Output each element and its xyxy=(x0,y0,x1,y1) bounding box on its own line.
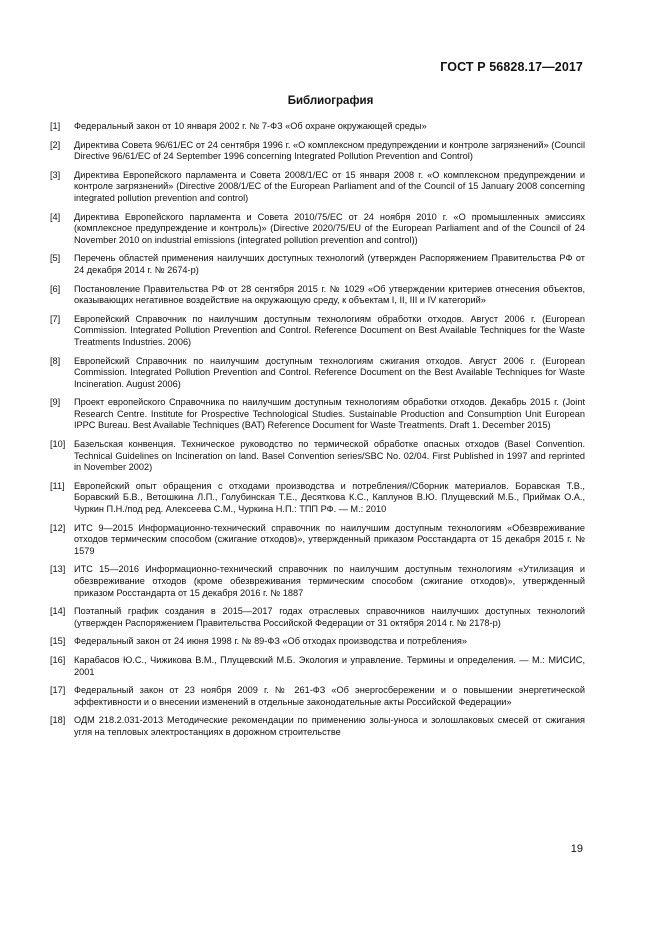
entry-number: [13] xyxy=(50,564,66,575)
bibliography-entry xyxy=(50,655,585,678)
entry-text: Федеральный закон от 24 июня 1998 г. № 89-ФЗ «Об отходах производства и потребления» xyxy=(74,636,467,647)
entry-text: ОДМ 218.2.031-2013 Методические рекомендации по применению золы-уноса и золошлаковых смесей от сжигания угля на тепловых электростанциях в дорожном строительстве xyxy=(74,715,585,737)
entry-number: [4] xyxy=(50,211,61,222)
bibliography-entry xyxy=(50,481,585,516)
bibliography-title: Библиография xyxy=(287,95,374,107)
entry-text: Директива Европейского парламента и Совета 2010/75/ЕС от 24 ноября 2010 г. «О промышленных эмиссиях (комплексное предупреждение и контроль)» (Directive 2020/75/EU of the European Parliament and of the Council of 24 November 2010 on industrial emissions (integrated pollution prevention and control)) xyxy=(74,211,585,245)
bibliography-entry xyxy=(50,685,585,708)
bibliography-entry xyxy=(50,170,585,205)
entry-text: Перечень областей применения наилучших доступных технологий (утвержден Распоряжением Правительства РФ от 24 декабря 2014 г. № 2674-р) xyxy=(74,253,585,275)
bibliography-entry xyxy=(50,715,585,738)
bibliography-entry xyxy=(50,253,585,276)
document-code: ГОСТ Р 56828.17—2017 xyxy=(440,60,583,74)
entry-number: [6] xyxy=(50,283,61,294)
entry-number: [14] xyxy=(50,606,66,617)
page-number: 19 xyxy=(570,843,583,855)
entry-text: ИТС 15—2016 Информационно-технический справочник по наилучшим доступным технологиям «Утилизация и обезвреживание отходов (кроме обезвреживания термическим способом (сжигание отходов)», утвержденный приказом Росстандарта от 15 декабря 2016 г. № 1887 xyxy=(74,564,585,598)
bibliography-entry xyxy=(50,397,585,432)
entry-number: [1] xyxy=(50,121,61,131)
entry-number: [12] xyxy=(50,522,66,533)
bibliography-entry xyxy=(50,439,585,474)
entry-text: Базельская конвенция. Техническое руководство по термической обработке опасных отходов (Basel Convention. Technical Guidelines on Incineration on land. Basel Convention series/SBC No. 02/04. First Published in 1997 and reprinted in November 2002) xyxy=(74,439,585,473)
entry-text: Директива Совета 96/61/ЕС от 24 сентября 1996 г. «О комплексном предупреждении и контроле загрязнений» (Council Directive 96/61/EC of 24 September 1996 concerning Integrated Pollution Prevention and Control) xyxy=(74,139,585,162)
entry-number: [2] xyxy=(50,139,61,150)
entry-text: Карабасов Ю.С., Чижикова В.М., Плущевский М.Б. Экология и управление. Термины и определения. — М.: МИСИС, 2001 xyxy=(74,654,585,677)
bibliography-entry xyxy=(50,212,585,247)
entry-number: [17] xyxy=(50,685,66,696)
entry-number: [18] xyxy=(50,715,66,726)
bibliography-entry xyxy=(50,121,585,133)
entry-number: [7] xyxy=(50,313,61,324)
bibliography-list xyxy=(50,121,585,746)
entry-text: Европейский опыт обращения с отходами производства и потребления//Сборник материалов. Боравская Т.В., Боравский Б.В., Ветошкина Л.П., Голубинская Т.Е., Десяткова К.С., Каплунов В.Ю. Плущевский М.Б., Приймак О.А., Чуркин П.Н./под ред. Алексеева С.М., Чуркина Н.П.: ТПП РФ. — М.: 2010 xyxy=(74,480,585,515)
entry-text: ИТС 9—2015 Информационно-технический справочник по наилучшим доступным технологиям «Обезвреживание отходов термическим способом (сжигание отходов)», утвержденный приказом Росстандарта от 15 декабря 2015 г. № 1579 xyxy=(74,522,585,556)
entry-text: Европейский Справочник по наилучшим доступным технологиям сжигания отходов. Август 2006 г. (European Commission. Integrated Pollution Prevention and Control. Reference Document on the Best Available Techniques for Waste Incineration. August 2006) xyxy=(74,355,585,389)
entry-number: [8] xyxy=(50,355,61,366)
entry-text: Поэтапный график создания в 2015—2017 годах отраслевых справочников наилучших доступных технологий (утвержден Распоряжением Правительства Российской Федерации от 31 октября 2014 г. № 2178-р) xyxy=(74,606,585,628)
entry-text: Проект европейского Справочника по наилучшим доступным технологиям обработки отходов. Декабрь 2015 г. (Joint Research Centre. Institute for Prospective Technological Studies. Sustainable Production and Consumption Unit European IPPC Bureau. Best Available Techniques (BAT) Reference Document for Waste Treatments. Draft 1. December 2015) xyxy=(74,397,585,431)
bibliography-entry xyxy=(50,314,585,349)
entry-text: Постановление Правительства РФ от 28 сентября 2015 г. № 1029 «Об утверждении критериев отнесения объектов, оказывающих негативное воздействие на окружающую среду, к объектам I, II, III и IV категорий» xyxy=(74,283,585,306)
bibliography-entry xyxy=(50,606,585,629)
entry-number: [11] xyxy=(50,480,65,491)
entry-number: [3] xyxy=(50,169,61,180)
entry-number: [10] xyxy=(50,439,66,450)
entry-number: [9] xyxy=(50,397,61,408)
bibliography-entry xyxy=(50,140,585,163)
bibliography-entry xyxy=(50,284,585,307)
entry-number: [16] xyxy=(50,654,66,665)
entry-text: Федеральный закон от 23 ноября 2009 г. № 261-ФЗ «Об энергосбережении и о повышении энергетической эффективности и о внесении изменений в отдельные законодательные акты Российской Федерации» xyxy=(74,685,585,707)
entry-number: [5] xyxy=(50,253,61,264)
bibliography-entry xyxy=(50,356,585,391)
bibliography-entry xyxy=(50,564,585,599)
entry-number: [15] xyxy=(50,636,66,647)
entry-text: Федеральный закон от 10 января 2002 г. № 7-ФЗ «Об охране окружающей среды» xyxy=(74,121,427,131)
entry-text: Европейский Справочник по наилучшим доступным технологиям обработки отходов. Август 2006 г. (European Commission. Integrated Pollution Prevention and Control. Reference Document on Best Available Techniques for the Waste Treatments Industries. 2006) xyxy=(74,313,585,347)
entry-text: Директива Европейского парламента и Совета 2008/1/ЕС от 15 января 2008 г. «О комплексном предупреждении и контроле загрязнений» (Directive 2008/1/EC of the European Parliament and of the Council of 15 January 2008 concerning integrated pollution prevention and control) xyxy=(74,169,585,203)
bibliography-entry xyxy=(50,636,585,648)
bibliography-entry xyxy=(50,523,585,558)
